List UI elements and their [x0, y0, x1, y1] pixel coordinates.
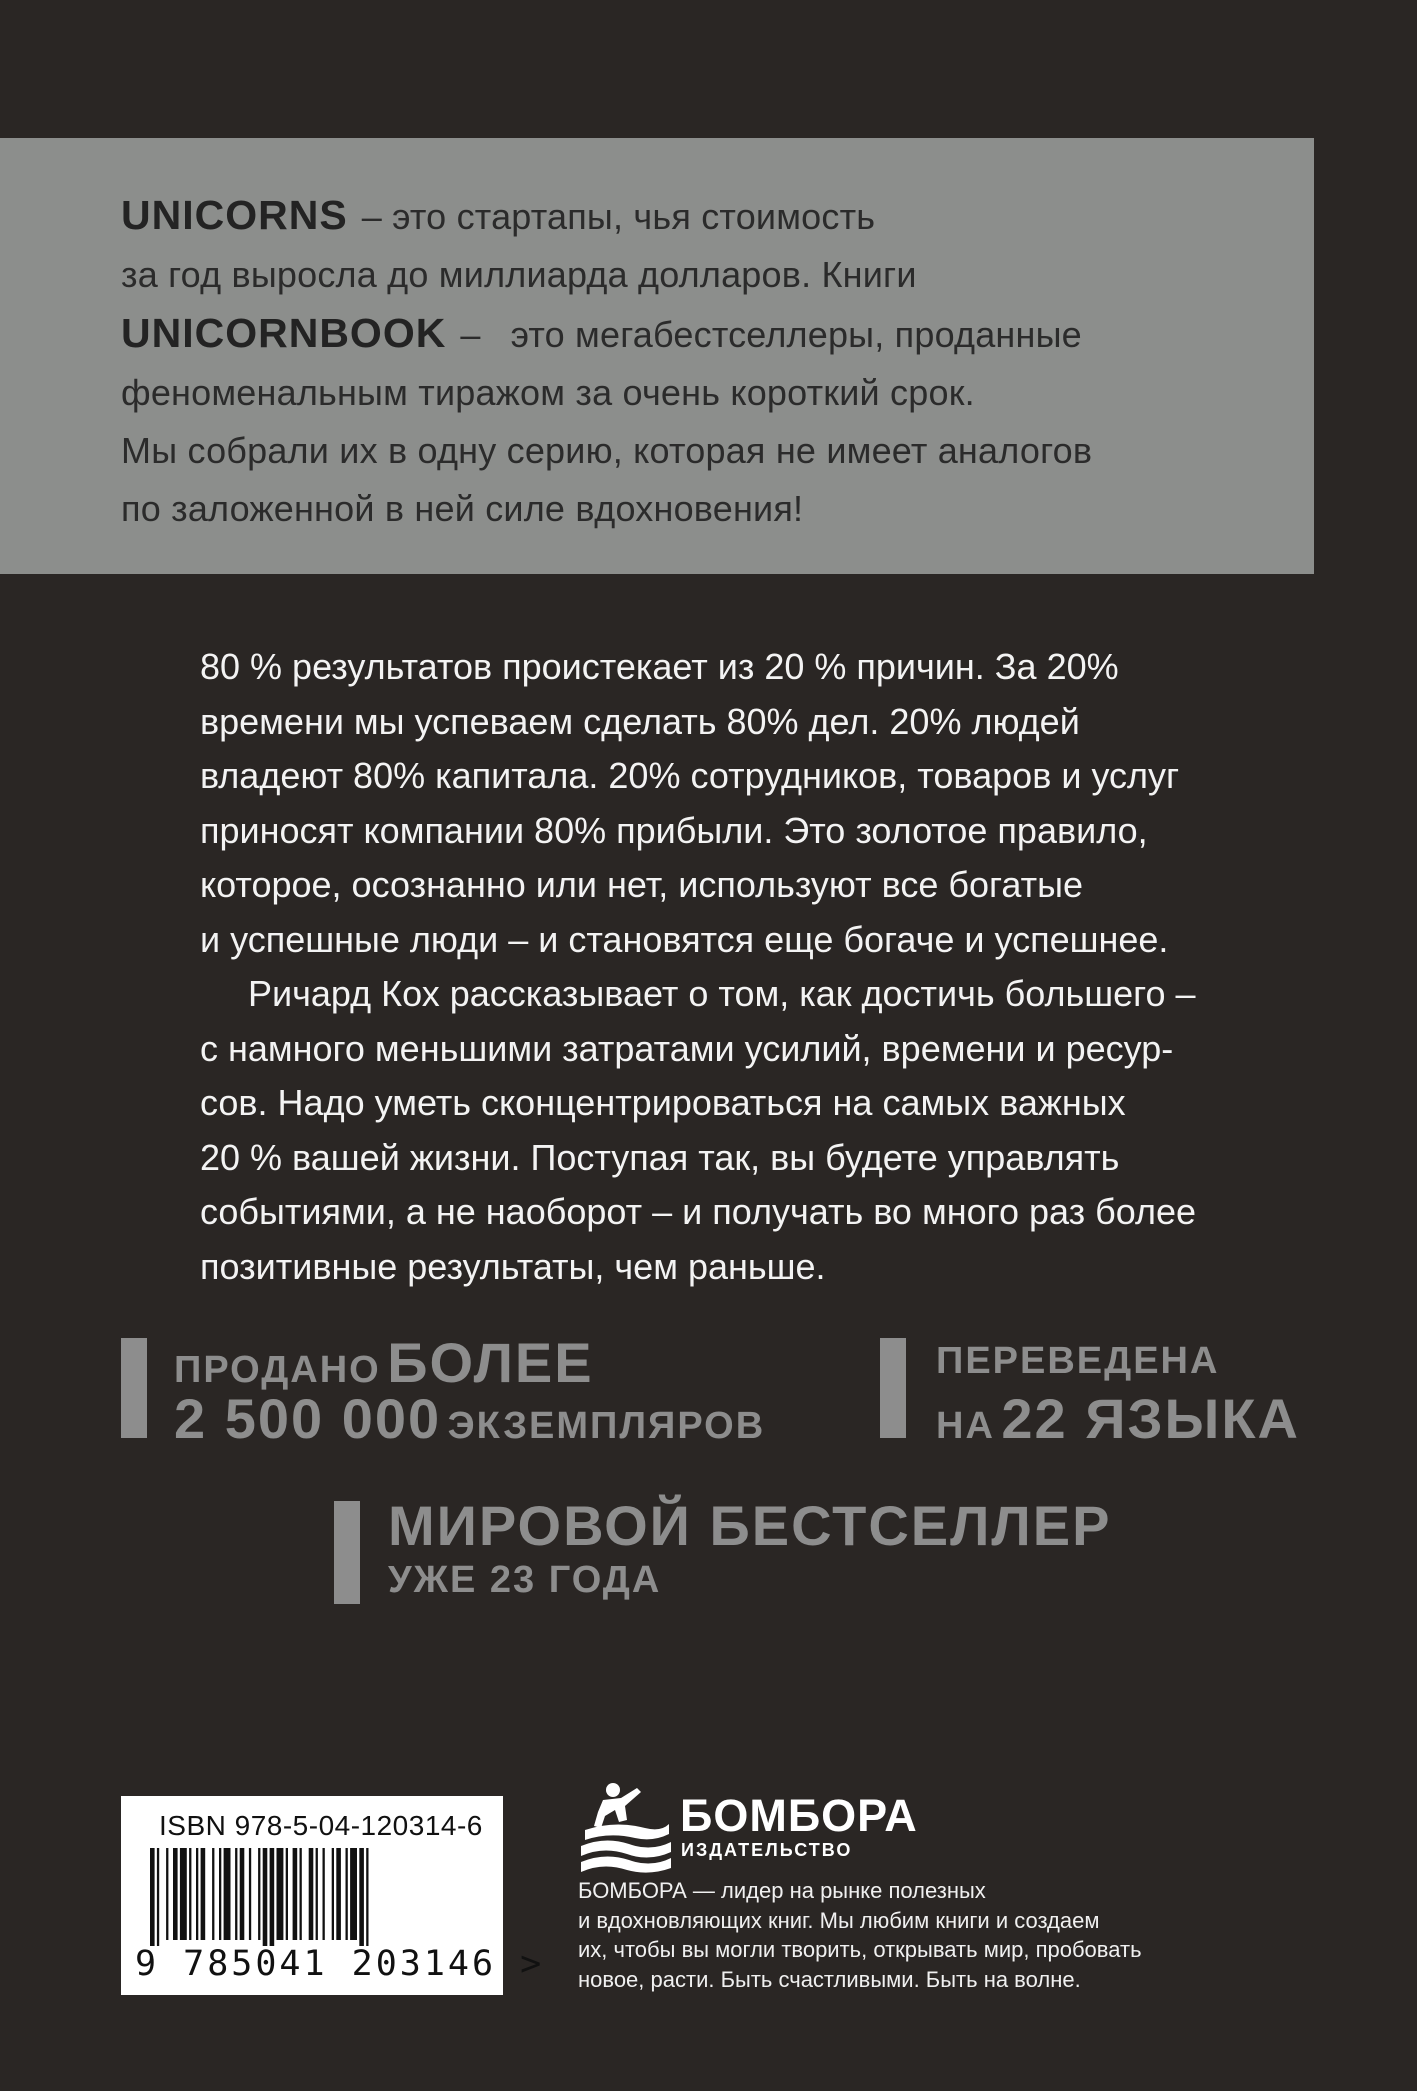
description-line: которое, осознанно или нет, используют все богатые: [200, 864, 1083, 905]
publisher-description: [578, 1876, 1238, 1994]
description-line: 80 % результатов проистекает из 20 % причин. За 20%: [200, 646, 1119, 687]
series-line-2: за год выросла до миллиарда долларов. Книги: [121, 254, 917, 295]
stat-bar: [121, 1338, 147, 1438]
description-line: сов. Надо уметь сконцентрироваться на самых важных: [200, 1082, 1126, 1123]
stat-translated: ПЕРЕВЕДЕНА НА 22 ЯЗЫКА: [880, 1330, 1400, 1450]
surfer-wave-icon: [575, 1776, 675, 1876]
stat-bar: [334, 1501, 360, 1604]
description-line: позитивные результаты, чем раньше.: [200, 1245, 826, 1287]
publisher-desc-line: их, чтобы вы могли творить, открывать мир, пробовать: [578, 1937, 1142, 1962]
series-line-1: UNICORNS – это стартапы, чья стоимость: [121, 192, 876, 238]
description-line: событиями, а не наоборот – и получать во много раз более: [200, 1191, 1197, 1232]
series-line-3: UNICORNBOOK – это мегабестселлеры, проданные: [121, 310, 1082, 356]
book-description: [200, 640, 1340, 1294]
publisher-desc-line: новое, расти. Быть счастливыми. Быть на волне.: [578, 1966, 1081, 1992]
brand-unicorns: UNICORNS: [121, 192, 348, 238]
brand-unicornbook: UNICORNBOOK: [121, 310, 447, 356]
publisher-desc-line: БОМБОРА — лидер на рынке полезных: [578, 1878, 986, 1903]
series-line-4: феноменальным тиражом за очень короткий срок.: [121, 372, 975, 413]
isbn-number: ISBN 978-5-04-120314-6: [159, 1810, 483, 1841]
publisher-subtitle: ИЗДАТЕЛЬСТВО: [681, 1840, 853, 1860]
publisher-name: БОМБОРА: [680, 1790, 918, 1841]
description-line: Ричард Кох рассказывает о том, как достичь большего –: [248, 973, 1196, 1014]
series-panel: [0, 138, 1314, 574]
description-line: владеют 80% капитала. 20% сотрудников, товаров и услуг: [200, 755, 1180, 796]
publisher-desc-line: и вдохновляющих книг. Мы любим книги и создаем: [578, 1907, 1100, 1933]
series-line-5: Мы собрали их в одну серию, которая не имеет аналогов: [121, 430, 1093, 471]
description-line: приносят компании 80% прибыли. Это золотое правило,: [200, 809, 1148, 851]
description-line: времени мы успеваем сделать 80% дел. 20% людей: [200, 700, 1080, 742]
barcode-icon: [148, 1848, 478, 1946]
series-description: [121, 186, 1241, 538]
description-line: 20 % вашей жизни. Поступая так, вы будете управлять: [200, 1136, 1120, 1178]
series-line-6: по заложенной в ней силе вдохновения!: [121, 488, 804, 529]
isbn-barcode: [121, 1796, 545, 1995]
description-line: с намного меньшими затратами усилий, времени и ресур-: [200, 1027, 1174, 1069]
description-line: и успешные люди – и становятся еще богаче и успешнее.: [200, 918, 1169, 960]
barcode-digits: 9 785041 203146 >: [135, 1944, 545, 1984]
stat-world-bestseller: МИРОВОЙ БЕСТСЕЛЛЕР УЖЕ 23 ГОДА: [334, 1493, 1234, 1613]
stat-bar: [880, 1338, 906, 1438]
stat-copies-sold: ПРОДАНО БОЛЕЕ 2 500 000 ЭКЗЕМПЛЯРОВ: [121, 1330, 821, 1450]
